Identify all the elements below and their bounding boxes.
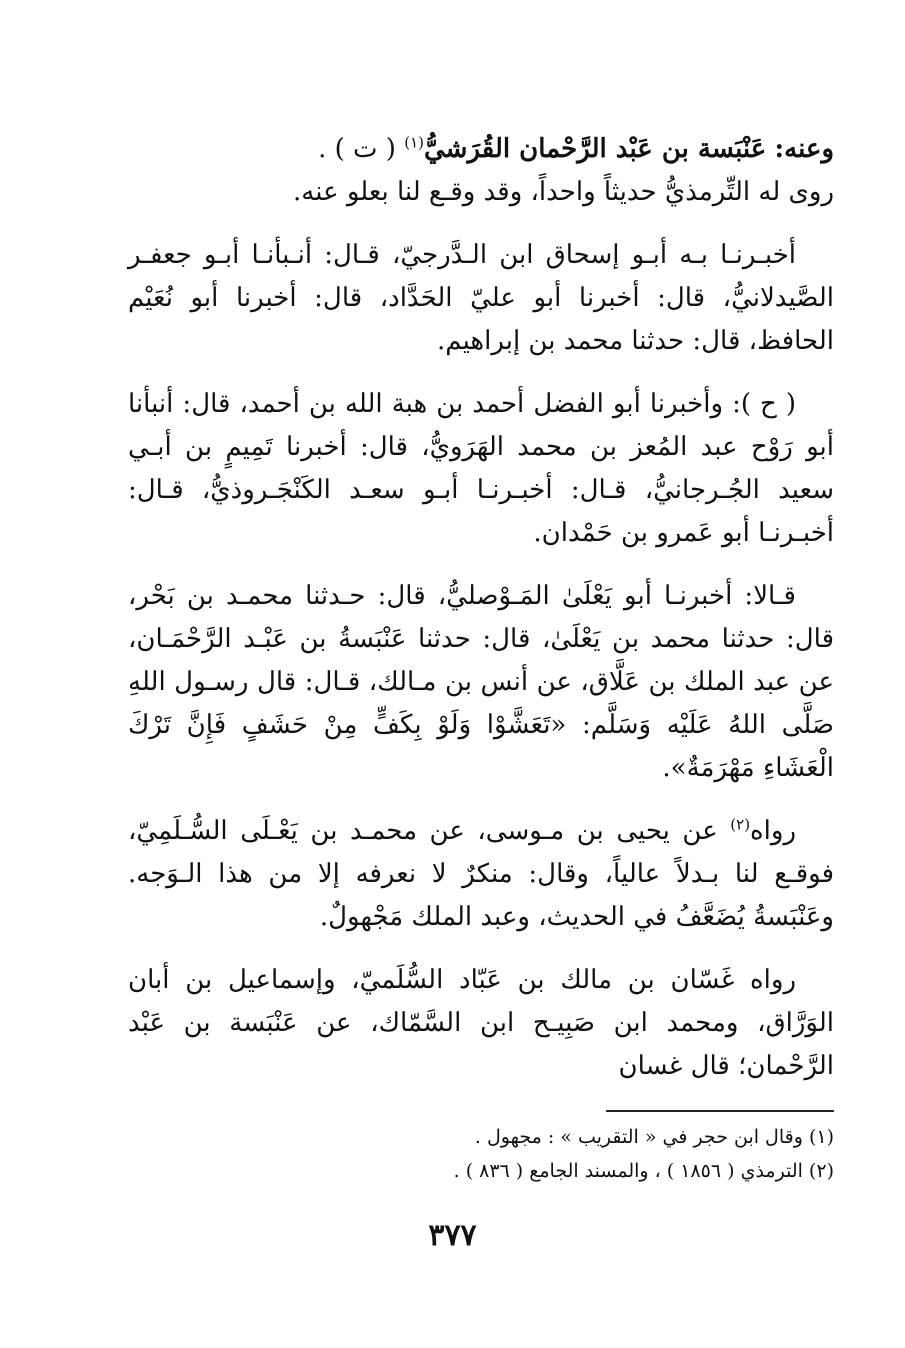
footnote-ref-1: (١)	[404, 133, 424, 152]
heading-label: وعنه:	[774, 134, 834, 164]
page-body	[128, 128, 834, 1088]
heading-name: عَنْبَسة بن عَبْد الرَّحْمان القُرَشيُّ	[423, 134, 767, 164]
page-number: ٣٧٧	[428, 1218, 477, 1253]
paragraph-5-start: رواه	[750, 816, 797, 846]
paragraph-4: قـالا: أخبرنـا أبو يَعْلَىٰ المَـوْصليُّ، قال: حـدثنا محمـد بن بَحْر، قال: حدثنا محمد بن يَعْلَىٰ، قال: حدثنا عَنْبَسةُ بن عَبْـد الرَّحْمَـان، عن عبد الملك بن عَلَّاق، عن أنس بن مـالك، قـال: قال رسـول اللهِ صَلَّى اللهُ عَلَيْه وَسَلَّم: «تَعَشَّوْا وَلَوْ بِكَفٍّ مِنْ حَشَفٍ فَإِنَّ تَرْكَ الْعَشَاءِ مَهْرَمَةٌ».	[128, 581, 834, 783]
paragraph-3: ( ح ): وأخبرنا أبو الفضل أحمد بن هبة الله بن أحمد، قال: أنبأنا أبو رَوْح عبد المُعز بن محمد الهَرَويُّ، قال: أخبرنا تَمِيمٍ بن أبـي سعيد الجُـرجانيُّ، قـال: أخبـرنـا أبـو سعـد الكَنْجَـروذيُّ، قـال: أخبـرنـا أبو عَمرو بن حَمْدان.	[128, 389, 834, 548]
footnote-1: (١) وقال ابن حجر في « التقريب » : مجهول .	[474, 1126, 834, 1148]
footnotes	[200, 1120, 834, 1188]
heading-paragraph	[128, 128, 834, 171]
footnote-ref-2: (٢)	[730, 815, 751, 834]
paragraph-6: رواه غَسّان بن مالك بن عَبّاد السُّلَميّ، وإسماعيل بن أبان الوَرَّاق، ومحمد ابن صَبِيـح ابن السَّمّاك، عن عَنْبَسة بن عَبْد الرَّحْمان؛ قال غسان	[128, 965, 834, 1081]
paragraph-1: روى له التِّرمذيُّ حديثاً واحداً، وقد وقـع لنا بعلو عنه.	[293, 177, 834, 207]
paragraph-2: أخبـرنـا بـه أبـو إسحاق ابن الـدَّرجيّ، قـال: أنـبأنـا أبـو جعفـر الصَّيدلانيُّ، قال: أخبرنا أبو عليّ الحَدَّاد، قال: أخبرنا أبو نُعَيْم الحافظ، قال: حدثنا محمد بن إبراهيم.	[128, 240, 834, 356]
heading-tail: ( ت ) .	[318, 134, 396, 164]
footnote-2: (٢) الترمذي ( ١٨٥٦ ) ، والمسند الجامع ( ٨٣٦ ) .	[453, 1160, 834, 1182]
footnote-separator	[606, 1110, 834, 1112]
paragraph-5	[128, 810, 834, 939]
paragraph-5-rest: عن يحيى بن مـوسى، عن محمـد بن يَعْـلَى السُّـلَمِيّ، فوقـع لنا بـدلاً عالياً، وقال: منكرٌ لا نعرفه إلا من هذا الـوَجه. وعَنْبَسةُ يُضَعَّفُ في الحديث، وعبد الملك مَجْهولٌ.	[128, 816, 834, 932]
